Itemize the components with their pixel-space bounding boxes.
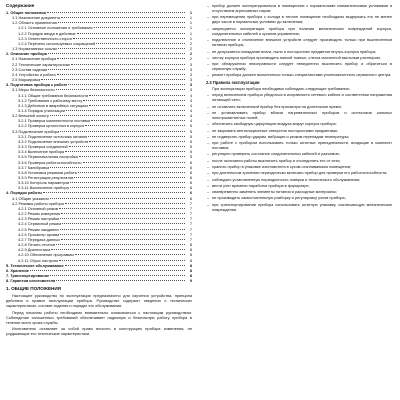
- toc-dot-leader: [48, 69, 185, 70]
- toc-entry-page: 7: [189, 236, 192, 242]
- toc-entry-title: 4.2.9 Диагностика: [18, 247, 51, 253]
- toc-dot-leader: [65, 265, 185, 266]
- list-item: – запрещается эксплуатация прибора при наличии механических повреждений корпуса, соединительных кабелей и органов управления;: [206, 26, 392, 36]
- list-item: – перед включением прибора убедиться в исправности сетевого кабеля и соответствии напряжения питающей сети;: [206, 92, 392, 102]
- toc-entry-page: 4: [189, 113, 192, 119]
- toc-entry-page: 1: [189, 25, 192, 31]
- toc-entry-page: 3: [189, 77, 192, 83]
- toc-dot-leader: [58, 22, 185, 23]
- toc-entry-title: 3.1.3 Действия в аварийных ситуациях: [18, 102, 89, 108]
- toc-dot-leader: [75, 254, 185, 255]
- toc-entry-title: 3.2 Внешний осмотр: [12, 113, 49, 119]
- toc-entry-page: 4: [189, 97, 192, 103]
- toc-dot-leader: [65, 203, 185, 204]
- toc-entry-title: 3.3.3 Проверка соединений: [18, 144, 68, 150]
- toc-entry-page: 6: [189, 169, 192, 175]
- toc-dot-leader: [60, 218, 185, 219]
- toc-dot-leader: [78, 172, 185, 173]
- toc-entry-title: 1.2.4 Перечень используемых сокращений: [18, 40, 96, 46]
- toc-dot-leader: [61, 213, 185, 214]
- toc-entry-page: 1: [189, 30, 192, 36]
- section-2-heading: 2.3 Правила эксплуатации: [206, 79, 260, 85]
- toc-entry-title: 1.1 Назначение документа: [12, 15, 61, 21]
- toc-dot-leader: [91, 120, 185, 121]
- toc-entry-page: 7: [189, 231, 192, 237]
- toc-dot-leader: [60, 131, 185, 132]
- toc-entry-page: 2: [189, 46, 192, 52]
- toc-dot-leader: [50, 275, 185, 276]
- toc-entry-title: 3. Подготовка прибора к работе: [6, 82, 68, 88]
- toc-entry-page: 5: [189, 154, 192, 160]
- toc-entry-page: 4: [189, 107, 192, 113]
- toc-dot-leader: [70, 187, 185, 188]
- list-item: – вести учет времени наработки прибора в формуляре;: [206, 183, 392, 188]
- toc-entry-page: 6: [189, 180, 192, 186]
- toc-entry-page: 3: [189, 71, 192, 77]
- toc-entry-title: 1.2.2 Порядок ввода в действие: [18, 30, 76, 36]
- toc-entry-page: 4: [189, 92, 192, 98]
- toc-entry-title: 3.3.11 Выключение прибора: [18, 185, 69, 191]
- paragraph: Перед началом работы необходимо внимательно ознакомиться с настоящим руководством. Соблюдение изложенных требований обеспечивает надежную и безопасную работу прибора в течение всего срока службы.: [6, 309, 192, 325]
- toc-dot-leader: [48, 53, 185, 54]
- section-1-body: [6, 293, 192, 336]
- toc-entry-title: 4.2.11 Сброс настроек: [18, 257, 59, 263]
- toc-entry-title: 3.3.7 Калибровка: [18, 164, 50, 170]
- list-item: – ремонт прибора должен выполняться только специалистами уполномоченного сервисного центра.: [206, 72, 392, 77]
- toc-dot-leader: [73, 38, 185, 39]
- toc-entry-page: 6: [189, 164, 192, 170]
- toc-entry-page: 5: [189, 138, 192, 144]
- toc-dot-leader: [60, 229, 185, 230]
- toc-entry-title: 3.3.9 Регистрация результатов: [18, 175, 74, 180]
- toc-entry-page: 5: [189, 144, 192, 150]
- requirements-list: [206, 3, 392, 78]
- toc-entry-title: 5. Техническое обслуживание: [6, 262, 64, 268]
- toc-entry-page: 3: [189, 61, 192, 67]
- operation-rules-list: [206, 92, 392, 212]
- toc-entry-title: 2.1 Назначение прибора: [12, 56, 57, 62]
- toc-entry-title: 3.2.1 Проверка комплектности поставки: [18, 118, 91, 124]
- toc-entry-page: 2: [189, 56, 192, 62]
- toc-entry-page: 1: [189, 10, 192, 15]
- toc-entry-page: 8: [189, 242, 192, 248]
- toc-entry-title: 3.1.4 Порядок утилизации: [18, 107, 66, 113]
- toc-dot-leader: [56, 244, 185, 245]
- toc-entry-page: 3: [189, 66, 192, 72]
- toc-entry-page: 7: [189, 216, 192, 222]
- list-item: – после окончания работы выключить прибор и отсоединить его от сети;: [206, 158, 392, 163]
- toc-entry-page: 7: [189, 221, 192, 227]
- toc-entry-title: 3.1 Меры безопасности: [12, 87, 55, 93]
- list-item: – хранить прибор в упаковке изготовителя в сухом отапливаемом помещении;: [206, 164, 392, 169]
- toc-entry-page: 8: [189, 272, 192, 278]
- toc-entry-page: 7: [189, 211, 192, 217]
- toc-entry-page: 8: [189, 247, 192, 253]
- toc-entry-title: 3.3.2 Подключение внешних устройств: [18, 138, 89, 144]
- list-item: – при работе с прибором использовать только штатные принадлежности, входящие в комплект поставки;: [206, 140, 392, 150]
- toc-dot-leader: [69, 146, 185, 147]
- toc-dot-leader: [62, 223, 185, 224]
- toc-dot-leader: [47, 12, 185, 13]
- list-item: – при транспортировании прибора использовать штатную упаковку, исключающую механические повреждения.: [206, 202, 392, 212]
- toc-entry-page: 4: [189, 118, 192, 124]
- toc-entry-title: 3.3.8 Установка режимов работы: [18, 169, 78, 175]
- toc-dot-leader: [96, 43, 185, 44]
- toc-entry-title: 1.2.1 Основные положения и требования: [18, 25, 93, 31]
- toc-entry-page: 1: [189, 20, 192, 26]
- toc-dot-leader: [89, 95, 185, 96]
- toc-entry-title: 3.3.5 Первоначальная настройка: [18, 154, 78, 160]
- toc-entry-title: 7. Транспортирование: [6, 272, 50, 278]
- toc-entry-title: 3.3 Подключение прибора: [12, 128, 60, 134]
- list-item: – при длительном хранении периодически включать прибор для проверки его работоспособности;: [206, 170, 392, 175]
- toc-dot-leader: [50, 167, 185, 168]
- toc-dot-leader: [58, 48, 185, 49]
- toc-entry-title: 2.3 Состав изделия: [12, 66, 48, 72]
- toc-entry-title: 4.2 Режимы работы прибора: [12, 200, 64, 206]
- toc-entry-title: 1.2.3 Ответственность сторон: [18, 35, 72, 41]
- toc-entry-page: 6: [189, 190, 192, 196]
- toc-dot-leader: [70, 182, 185, 183]
- toc-dot-leader: [61, 239, 185, 240]
- toc-entry-page: 2: [189, 40, 192, 46]
- toc-dot-leader: [65, 151, 185, 152]
- toc-entry-page: 1: [189, 35, 192, 41]
- toc-entry-title: 2.4 Устройство и работа: [12, 71, 56, 77]
- toc-entry-title: 1. Общие положения: [6, 10, 46, 15]
- toc-entry-page: 8: [189, 262, 192, 268]
- toc-dot-leader: [56, 280, 185, 281]
- list-item: – не закрывать вентиляционные отверстия посторонними предметами;: [206, 128, 392, 133]
- toc-dot-leader: [41, 79, 185, 80]
- table-of-contents: [6, 10, 192, 283]
- toc-entry-page: 5: [189, 123, 192, 129]
- list-item: – подключение и отключение внешних устройств следует производить только при выключенном питании прибора;: [206, 37, 392, 47]
- toc-dot-leader: [89, 141, 185, 142]
- toc-dot-leader: [56, 89, 185, 90]
- toc-entry-page: 6: [189, 159, 192, 165]
- toc-dot-leader: [51, 249, 185, 250]
- toc-entry-page: 4: [189, 102, 192, 108]
- toc-dot-leader: [43, 192, 185, 193]
- list-item: – при перемещении прибора с холода в теплое помещение необходимо выдержать его не менее двух часов в нормальных условиях до включения;: [206, 14, 392, 24]
- toc-entry-page: 2: [189, 51, 192, 57]
- section-2-intro: При эксплуатации прибора необходимо соблюдать следующие требования:: [212, 85, 350, 91]
- toc-entry-title: 6. Хранение: [6, 267, 29, 273]
- toc-dot-leader: [66, 110, 185, 111]
- toc-entry-title: 4.2.8 Печать отчетов: [18, 242, 56, 248]
- list-item: – чистку корпуса прибора производить мягкой тканью, слегка смоченной мыльным раствором;: [206, 55, 392, 60]
- toc-entry-title: 2.5 Маркировка: [12, 77, 41, 83]
- toc-entry-title: 4.2.7 Передача данных: [18, 236, 61, 242]
- toc-dot-leader: [57, 58, 185, 59]
- toc-dot-leader: [30, 270, 185, 271]
- toc-entry-page: 1: [189, 15, 192, 21]
- toc-dot-leader: [59, 260, 185, 261]
- toc-entry-title: 3.3.6 Проверка работоспособности: [18, 159, 82, 165]
- toc-title: Содержание: [6, 3, 35, 8]
- list-item: – не допускается попадание влаги, пыли и посторонних предметов внутрь корпуса прибора;: [206, 49, 392, 54]
- toc-entry-page: 7: [189, 200, 192, 206]
- toc-entry-title: 4.2.6 Просмотр архива: [18, 231, 60, 237]
- toc-dot-leader: [71, 64, 185, 65]
- list-item: – обеспечить свободную циркуляцию воздуха вокруг корпуса прибора;: [206, 121, 392, 126]
- toc-entry-title: 3.1.1 Общие требования безопасности: [18, 92, 89, 98]
- toc-entry-page: 5: [189, 149, 192, 155]
- toc-entry-page: 8: [189, 257, 192, 263]
- list-item: – не оставлять включенный прибор без присмотра на длительное время;: [206, 104, 392, 109]
- toc-entry-title: 4. Порядок работы: [6, 190, 43, 196]
- list-item: – не подвергать прибор ударам, вибрации и резким перепадам температуры;: [206, 134, 392, 139]
- toc-dot-leader: [89, 105, 185, 106]
- toc-entry-page: 5: [189, 128, 192, 134]
- toc-entry-page: 7: [189, 226, 192, 232]
- toc-entry-page: 8: [189, 252, 192, 258]
- toc-entry-page: 8: [189, 267, 192, 273]
- toc-entry-page: 9: [189, 278, 192, 284]
- toc-entry-title: 2. Описание прибора: [6, 51, 47, 57]
- toc-dot-leader: [57, 74, 185, 75]
- toc-entry-title: 4.2.2 Режим измерения: [18, 211, 61, 217]
- toc-entry-page: 5: [189, 133, 192, 139]
- list-item: – своевременно заменять элементы питания и расходные материалы;: [206, 189, 392, 194]
- toc-dot-leader: [83, 100, 185, 101]
- toc-entry-page: 6: [189, 175, 192, 180]
- toc-entry-title: 4.2.1 Основной режим: [18, 205, 59, 211]
- toc-dot-leader: [85, 125, 185, 126]
- toc-dot-leader: [88, 136, 185, 137]
- list-item: – не производить самостоятельную разборку и регулировку узлов прибора;: [206, 195, 392, 200]
- toc-entry-title: 3.1.2 Требования к рабочему месту: [18, 97, 83, 103]
- list-item: – прибор должен эксплуатироваться в помещениях с нормальными климатическими условиями и отсутствием агрессивных паров;: [206, 3, 392, 13]
- left-column: [6, 3, 192, 397]
- toc-entry-title: 3.3.1 Подключение источника питания: [18, 133, 88, 139]
- toc-entry-title: 1.3 Нормативные ссылки: [12, 46, 58, 52]
- toc-entry-title: 3.3.4 Включение прибора: [18, 149, 65, 155]
- list-item: – при обнаружении неисправности следует немедленно выключить прибор и обратиться в сервисную службу;: [206, 61, 392, 71]
- toc-entry-title: 4.2.4 Сервисный режим: [18, 221, 61, 227]
- toc-dot-leader: [61, 17, 185, 18]
- toc-dot-leader: [60, 234, 185, 235]
- toc-entry-page: 6: [189, 195, 192, 201]
- toc-entry-title: 3.2.2 Проверка целостности корпуса: [18, 123, 85, 129]
- list-item: – регулярно проверять состояние соединительных кабелей и разъемов;: [206, 151, 392, 156]
- toc-dot-leader: [77, 33, 185, 34]
- section-1-heading: 1. ОБЩИЕ ПОЛОЖЕНИЯ: [6, 286, 61, 292]
- toc-entry-title: 4.1 Общие указания: [12, 195, 49, 201]
- list-item: – соблюдать установленную периодичность поверки и технического обслуживания;: [206, 177, 392, 182]
- toc-entry-page: 3: [189, 82, 192, 88]
- toc-dot-leader: [68, 84, 185, 85]
- toc-dot-leader: [74, 177, 185, 178]
- toc-entry-title: 4.2.10 Обновление программы: [18, 252, 74, 258]
- toc-entry-page: 3: [189, 87, 192, 93]
- toc-entry-title: 1.2 Область применения: [12, 20, 57, 26]
- toc-dot-leader: [94, 27, 186, 28]
- right-column: [206, 3, 392, 397]
- paragraph: Настоящее руководство по эксплуатации предназначено для изучения устройства, принципа действия и правил эксплуатации прибора. Руководство содержит сведения о технических характеристиках, составе изделия и порядке его обслуживания.: [6, 293, 192, 309]
- toc-dot-leader: [79, 156, 185, 157]
- toc-dot-leader: [50, 115, 185, 116]
- toc-entry-title: 4.2.3 Режим настройки: [18, 216, 60, 222]
- toc-entry-title: 4.2.5 Режим ожидания: [18, 226, 59, 232]
- toc-entry-page: 7: [189, 205, 192, 211]
- list-item: – не устанавливать прибор вблизи нагревательных приборов и источников сильных электромагнитных полей;: [206, 110, 392, 120]
- toc-dot-leader: [83, 162, 185, 163]
- paragraph: Изготовитель оставляет за собой право вносить в конструкцию прибора изменения, не ухудшающие его технические характеристики.: [6, 326, 192, 337]
- toc-entry-page: 6: [189, 185, 192, 191]
- toc-entry-title: 2.2 Технические характеристики: [12, 61, 71, 67]
- toc-dot-leader: [59, 208, 185, 209]
- toc-entry-title: 3.3.10 Контроль параметров: [18, 180, 70, 186]
- toc-dot-leader: [50, 198, 185, 199]
- toc-entry-title: 8. Гарантии изготовителя: [6, 278, 56, 284]
